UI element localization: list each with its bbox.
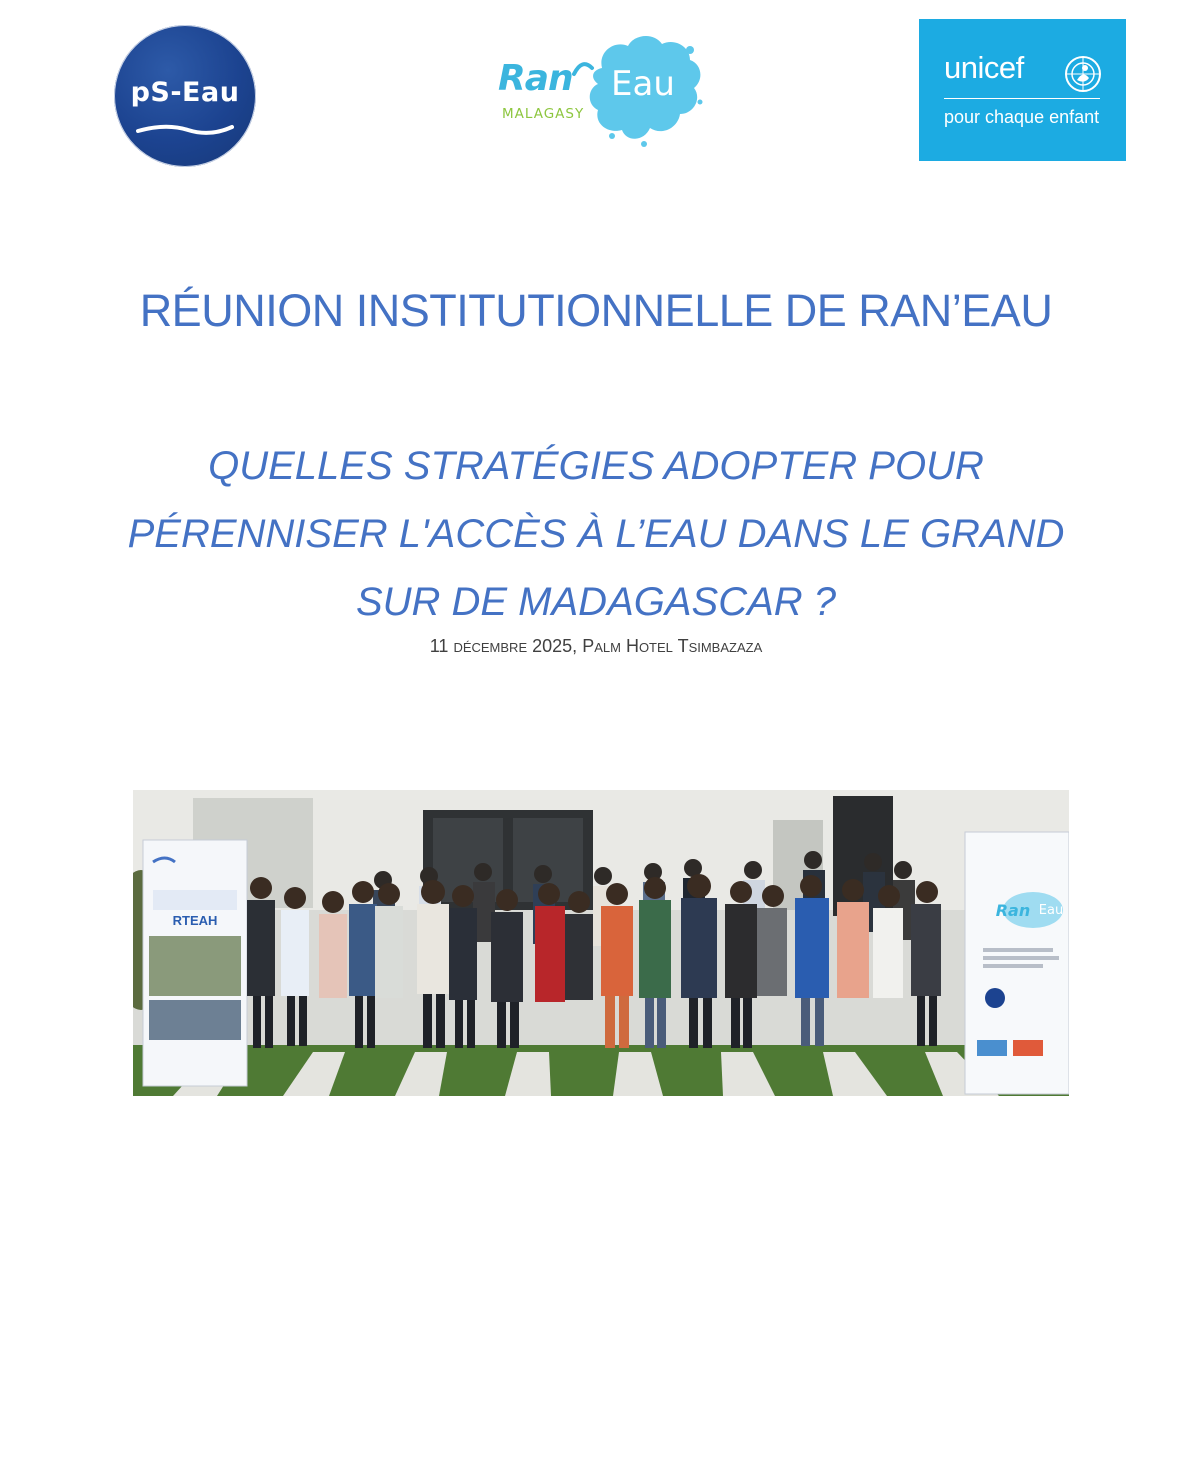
unicef-logo-tagline: pour chaque enfant bbox=[944, 107, 1100, 127]
page-title: RÉUNION INSTITUTIONNELLE DE RAN’EAU bbox=[139, 285, 1053, 336]
unicef-divider bbox=[944, 98, 1100, 99]
pseau-logo-text: pS-Eau bbox=[130, 77, 240, 108]
unicef-logo bbox=[919, 19, 1126, 161]
pseau-wave-icon bbox=[136, 121, 234, 139]
unicef-logo-brand: unicef bbox=[944, 50, 1024, 85]
raneau-logo bbox=[494, 32, 704, 150]
event-dateline bbox=[0, 636, 1192, 657]
subtitle-line-1: QUELLES STRATÉGIES ADOPTER POUR bbox=[208, 444, 984, 488]
event-month: décembre bbox=[453, 636, 528, 656]
subtitle-line-2: PÉRENNISER L'ACCÈS À L’EAU DANS LE GRAND bbox=[127, 512, 1065, 556]
svg-text:Eau: Eau bbox=[1038, 903, 1064, 918]
event-day: 11 bbox=[429, 636, 449, 656]
group-photo-illustration bbox=[133, 790, 1069, 1096]
raneau-logo-ran: Ran bbox=[498, 58, 573, 99]
raneau-logo-malagasy: MALAGASY bbox=[502, 106, 585, 122]
subtitle-line-3: SUR DE MADAGASCAR ? bbox=[355, 580, 837, 624]
pseau-logo bbox=[114, 25, 256, 167]
event-venue: Palm Hotel Tsimbazaza bbox=[582, 636, 763, 656]
svg-text:Ran: Ran bbox=[995, 901, 1031, 920]
svg-text:RTEAH: RTEAH bbox=[172, 913, 218, 928]
page-subtitle bbox=[120, 432, 1072, 636]
group-photo bbox=[133, 790, 1069, 1096]
event-year: 2025, bbox=[532, 636, 578, 656]
unicef-emblem-icon bbox=[1063, 54, 1103, 94]
raneau-logo-eau: Eau bbox=[611, 64, 675, 104]
